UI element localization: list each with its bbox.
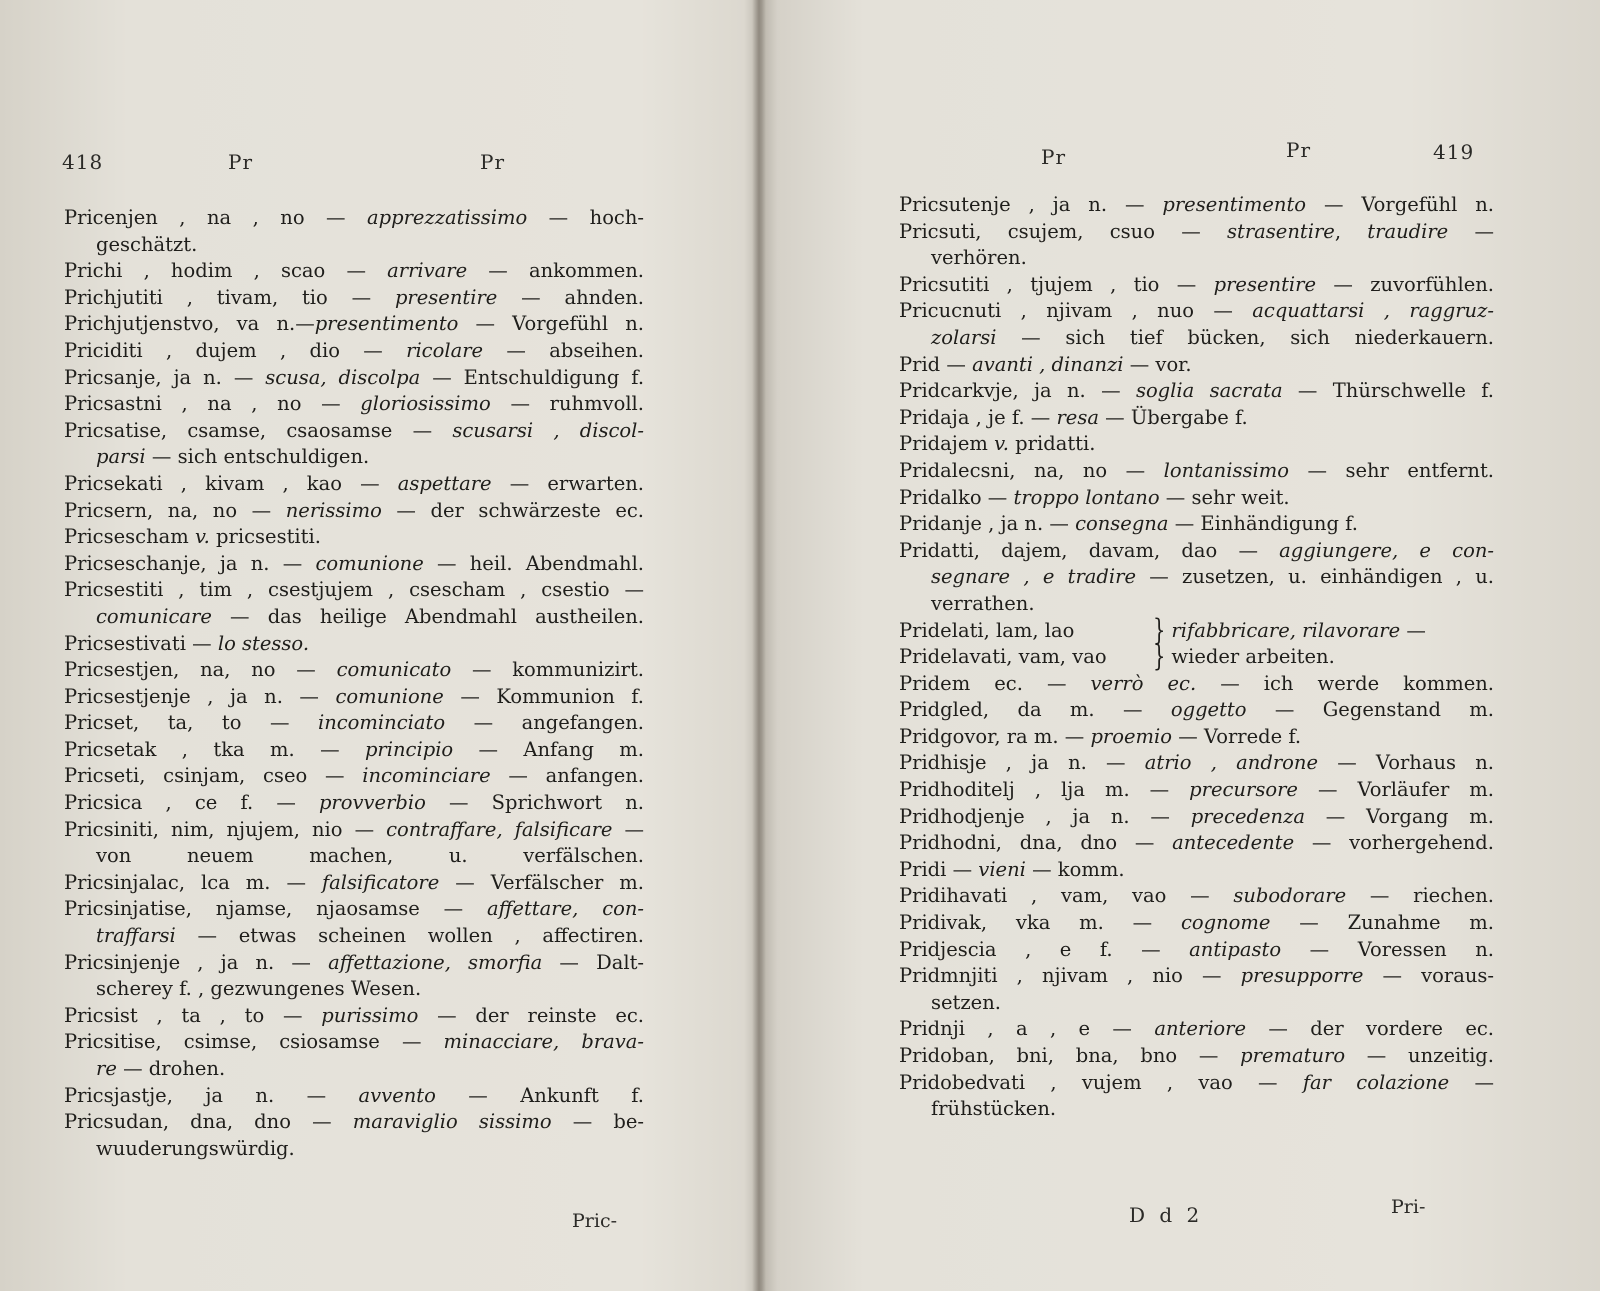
entry-text: , (1334, 219, 1368, 243)
entry-line (899, 272, 1494, 299)
entry-italic: minacciare, brava- (443, 1030, 644, 1054)
entry-line (899, 511, 1494, 538)
entry-line (899, 937, 1494, 964)
entry-text: scherey f. , gezwungenes Wesen. (96, 977, 422, 1001)
entry-line (899, 857, 1494, 884)
entry-continuation (899, 325, 1494, 352)
brace-mark: } (1153, 638, 1166, 674)
entry-line (64, 896, 644, 923)
entry-text: — erwarten. (491, 471, 645, 495)
entry-text: Pridaja , je f. — (899, 405, 1057, 429)
entry-text: Pricsestjenje , ja n. — (64, 684, 336, 708)
entry-text: verrathen. (931, 591, 1035, 615)
entry-text: Pricsanje, ja n. — (64, 365, 266, 389)
entry-italic: strasentire (1226, 219, 1335, 243)
entry-line (899, 750, 1494, 777)
entry-text: — sich tief bücken, sich niederkauern. (996, 325, 1494, 349)
entry-line (64, 551, 644, 578)
right-header-left: Pr (1041, 145, 1067, 169)
entry-line (64, 631, 644, 658)
entry-text: Pricsatise, csamse, csaosamse — (64, 418, 453, 442)
entry-italic: avanti , dinanzi (972, 352, 1124, 376)
entry-line (64, 950, 644, 977)
entry-text: Prichi , hodim , scao — (64, 259, 388, 283)
entry-line (899, 298, 1494, 325)
entry-text: — vorhergehend. (1294, 831, 1494, 855)
entry-text: — Übergabe f. (1098, 405, 1248, 429)
entry-line (64, 1109, 644, 1136)
entry-text: Priciditi , dujem , dio — (64, 338, 407, 362)
entry-continuation (64, 1136, 644, 1163)
entry-line (64, 524, 644, 551)
entry-italic: incominciato (317, 711, 446, 735)
entry-text: Pricsestivati — (64, 631, 218, 655)
entry-continuation (64, 604, 644, 631)
entry-text: — Verfälscher m. (439, 870, 644, 894)
entry-line (64, 498, 644, 525)
entry-text: Pricsutiti , tjujem , tio — (899, 272, 1214, 296)
entry-text: Pridgled, da m. — (899, 698, 1171, 722)
entry-line (64, 1003, 644, 1030)
entry-italic: falsificatore (321, 870, 440, 894)
entry-continuation (899, 990, 1494, 1017)
entry-text: — ruhmvoll. (490, 392, 644, 416)
entry-text: Pricsudan, dna, dno — (64, 1110, 353, 1134)
entry-text: — heil. Abendmahl. (423, 551, 645, 575)
entry-line (899, 671, 1494, 698)
entry-italic: far colazione (1302, 1070, 1450, 1094)
entry-italic: incominciare (362, 764, 491, 788)
entry-text: — (1449, 1070, 1494, 1094)
entry-text: Pricsuti, csujem, csuo — (899, 219, 1227, 243)
entry-line (64, 311, 644, 338)
entry-italic: presentimento (314, 312, 459, 336)
entry-text: — Thürschwelle f. (1282, 379, 1494, 403)
entry-headword: Pridelavati, vam, vao (899, 645, 1107, 669)
entry-line (899, 1043, 1494, 1070)
entry-italic: affettare, con- (486, 897, 645, 921)
entry-italic: avvento (358, 1083, 436, 1107)
right-page (761, 0, 1600, 1291)
entry-text: — der reinste ec. (418, 1003, 644, 1027)
entry-line (899, 352, 1494, 379)
entry-line (899, 638, 1494, 674)
entry-italic: presentire (1213, 272, 1317, 296)
entry-text: — Anfang m. (453, 737, 644, 761)
entry-line (64, 710, 644, 737)
entry-text: Pridoban, bni, bna, bno — (899, 1044, 1241, 1067)
entry-italic: maraviglio sissimo (352, 1110, 552, 1134)
entry-text: Pridatti, dajem, davam, dao — (899, 538, 1280, 562)
entry-line (64, 471, 644, 498)
entry-line (899, 910, 1494, 937)
entry-italic: traudire (1367, 219, 1449, 243)
entry-text: — Vorrede f. (1172, 724, 1302, 748)
right-catchword: Pri- (1391, 1196, 1426, 1218)
entry-text: — Vorgefühl n. (458, 312, 644, 336)
entry-line (899, 830, 1494, 857)
entry-text: Pricsinjatise, njamse, njaosamse — (64, 897, 487, 921)
entry-continuation (899, 591, 1494, 618)
entry-italic: provverbio (318, 791, 426, 815)
entry-line (899, 1070, 1494, 1097)
entry-text: verhören. (931, 246, 1027, 270)
entry-italic: comunicato (336, 658, 452, 682)
entry-line (64, 258, 644, 285)
entry-italic: arrivare (387, 259, 468, 283)
entry-line (899, 538, 1494, 565)
entry-line (64, 657, 644, 684)
entry-text: — das heilige Abendmahl austheilen. (211, 604, 644, 628)
entry-italic: antipasto (1189, 937, 1282, 961)
entry-italic: atrio , androne (1144, 751, 1318, 775)
entry-italic: troppo lontano (1013, 485, 1160, 509)
entry-line (64, 870, 644, 897)
entry-text: — voraus- (1363, 964, 1494, 988)
entry-text: Pridnji , a , e — (899, 1017, 1155, 1041)
entry-text: Pricsica , ce f. — (64, 791, 319, 815)
entry-italic: anteriore (1154, 1017, 1247, 1041)
entry-text: Pridi — (899, 857, 979, 881)
right-page-number: 419 (1433, 140, 1475, 164)
entry-text: Pridalecsni, na, no — (899, 458, 1164, 482)
entry-text: — sehr entfernt. (1288, 458, 1494, 482)
entry-line (899, 378, 1494, 405)
entry-italic: zolarsi (931, 325, 997, 349)
entry-continuation (899, 245, 1494, 272)
entry-italic: nerissimo (285, 498, 382, 522)
entry-text: — komm. (1025, 857, 1125, 881)
entry-italic: precedenza (1190, 804, 1305, 828)
entry-italic: proemio (1090, 724, 1173, 748)
entry-text: — Zunahme m. (1270, 911, 1494, 935)
entry-text: Pridhodni, dna, dno — (899, 831, 1173, 855)
entry-text: von neuem machen, u. verfälschen. (96, 844, 644, 868)
entry-text: — be- (551, 1110, 644, 1134)
entry-text: Pricsitise, csimse, csiosamse — (64, 1030, 444, 1054)
entry-italic: acquattarsi , raggruz- (1252, 299, 1494, 323)
entry-text: Pridalko — (899, 485, 1014, 509)
entry-italic: cognome (1180, 911, 1271, 935)
entry-italic: scusarsi , discol- (452, 418, 644, 442)
entry-text: — (1448, 219, 1494, 243)
entry-text: — Vorläufer m. (1297, 778, 1494, 802)
entry-italic: parsi (96, 445, 146, 469)
entry-italic: verrò ec. (1090, 671, 1197, 695)
entry-text: — Gegenstand m. (1246, 698, 1494, 722)
entry-line (899, 697, 1494, 724)
entry-italic: precursore (1189, 778, 1298, 802)
entry-text: — ich werde kommen. (1196, 671, 1494, 695)
entry-italic: soglia sacrata (1135, 379, 1283, 403)
entry-text: Pridhisje , ja n. — (899, 751, 1145, 775)
entry-text: Pricset, ta, to — (64, 711, 318, 735)
entry-line (64, 684, 644, 711)
entry-italic: presupporre (1240, 964, 1364, 988)
entry-text: Pricsekati , kivam , kao — (64, 471, 398, 495)
entry-line (899, 485, 1494, 512)
entry-continuation (64, 843, 644, 870)
entry-line (64, 365, 644, 392)
entry-text: — Kommunion f. (443, 684, 644, 708)
entry-text: — (1400, 618, 1426, 642)
entry-italic: contraffare, falsificare (386, 817, 613, 841)
entry-line (899, 777, 1494, 804)
entry-text: Pridobedvati , vujem , vao — (899, 1070, 1303, 1094)
entry-line (899, 963, 1494, 990)
entry-line (899, 458, 1494, 485)
entry-text: Prid — (899, 352, 973, 376)
entry-text: — Vorhaus n. (1317, 751, 1494, 775)
entry-text: Pricseschanje, ja n. — (64, 551, 316, 575)
entry-italic: purissimo (321, 1003, 419, 1027)
entry-text: frühstücken. (931, 1097, 1057, 1121)
entry-text: Pricsastni , na , no — (64, 392, 361, 416)
entry-text: Pricsern, na, no — (64, 498, 286, 522)
entry-continuation (64, 1056, 644, 1083)
entry-text: — vor. (1123, 352, 1192, 376)
entry-italic: affettazione, smorfia (328, 950, 543, 974)
entry-text: — der vordere ec. (1246, 1017, 1495, 1041)
entry-text: Pricsjastje, ja n. — (64, 1083, 359, 1107)
entry-text: — Entschuldigung f. (420, 365, 645, 389)
entry-continuation (64, 444, 644, 471)
entry-italic: aspettare (397, 471, 492, 495)
entry-text: Pridajem (899, 432, 995, 456)
entry-text: Pridihavati , vam, vao — (899, 884, 1234, 908)
entry-line (899, 724, 1494, 751)
entry-text: — anfangen. (490, 764, 644, 788)
entry-text: wieder arbeiten. (1171, 645, 1335, 669)
entry-line (899, 804, 1494, 831)
entry-italic: antecedente (1172, 831, 1295, 855)
entry-text: Pricsinjalac, lca m. — (64, 870, 322, 894)
entry-text: — drohen. (116, 1057, 226, 1080)
entry-text: — Vorgang m. (1304, 804, 1495, 828)
entry-text: — Vorgefühl n. (1306, 193, 1494, 216)
left-header-right: Pr (480, 150, 506, 174)
left-header-left: Pr (228, 150, 254, 174)
entry-italic: consegna (1075, 512, 1169, 536)
entry-text: — Voressen n. (1281, 937, 1494, 961)
entry-text: Pridcarkvje, ja n. — (899, 379, 1136, 403)
entry-line (899, 1016, 1494, 1043)
entry-text: wuuderungswürdig. (96, 1136, 295, 1160)
entry-text: Pricsescham (64, 525, 195, 549)
entry-continuation (899, 564, 1494, 591)
entry-italic: comunione (315, 551, 424, 575)
entry-italic: re (96, 1057, 117, 1080)
entry-text: Pricseti, csinjam, cseo — (64, 764, 363, 788)
entry-italic: prematuro (1240, 1044, 1346, 1067)
entry-italic: rifabbricare, rilavorare (1171, 618, 1401, 642)
entry-italic: vieni (978, 857, 1026, 881)
entry-text: — (612, 817, 644, 841)
entry-line (64, 577, 644, 604)
entry-text: — Dalt- (542, 950, 644, 974)
entry-text: geschätzt. (96, 232, 198, 256)
entry-italic: lontanissimo (1163, 458, 1289, 482)
entry-text: — angefangen. (445, 711, 644, 735)
entry-text: Pridjescia , e f. — (899, 937, 1190, 961)
signature-mark: D d 2 (1129, 1203, 1204, 1227)
entry-text: Pridivak, vka m. — (899, 911, 1181, 935)
entry-text: — ahnden. (497, 285, 644, 309)
entry-text: — etwas scheinen wollen , affectiren. (175, 924, 644, 948)
entry-text: — abseihen. (483, 338, 644, 362)
entry-line (899, 612, 1494, 647)
entry-italic: aggiungere, e con- (1279, 538, 1494, 562)
entry-italic: apprezzatissimo (367, 206, 528, 229)
entry-line (899, 405, 1494, 432)
entry-italic: presentimento (1162, 193, 1307, 216)
entry-text: pridatti. (1008, 432, 1096, 456)
entry-text: Pricenjen , na , no — (64, 206, 368, 229)
entry-text: — Sprichwort n. (425, 791, 644, 815)
entry-text: — riechen. (1346, 884, 1494, 908)
entry-text: Pridhoditelj , lja m. — (899, 778, 1190, 802)
entry-line (899, 219, 1494, 246)
entry-text: Pridgovor, ra m. — (899, 724, 1091, 748)
entry-line (64, 285, 644, 312)
entry-italic: ricolare (406, 338, 484, 362)
entry-italic: lo stesso. (217, 631, 310, 655)
entry-text: Pricsestjen, na, no — (64, 658, 337, 682)
entry-text: Pricsutenje , ja n. — (899, 193, 1163, 216)
entry-text: Pricucnuti , njivam , nuo — (899, 299, 1253, 323)
entry-text: Pricsist , ta , to — (64, 1003, 322, 1027)
entry-line (64, 338, 644, 365)
right-header-right: Pr (1286, 138, 1312, 162)
entry-italic: scusa, discolpa (265, 365, 421, 389)
entry-continuation (64, 923, 644, 950)
entry-text: pricsestiti. (209, 525, 321, 549)
entry-line (64, 790, 644, 817)
left-page (0, 0, 757, 1291)
entry-text: Pricsiniti, nim, njujem, nio — (64, 817, 387, 841)
left-catchword: Pric- (572, 1210, 618, 1232)
entry-text: — Ankunft f. (435, 1083, 644, 1107)
right-entries (899, 192, 1494, 1123)
entry-italic: resa (1056, 405, 1099, 429)
entry-italic: traffarsi (96, 924, 176, 948)
entry-italic: v. (994, 432, 1009, 456)
entry-text: Prichjutjenstvo, va n.— (64, 312, 315, 336)
entry-line (64, 1029, 644, 1056)
left-page-number: 418 (62, 150, 104, 174)
entry-line (64, 1083, 644, 1110)
entry-text: Pridem ec. — (899, 671, 1091, 695)
entry-text: Pricsetak , tka m. — (64, 737, 365, 761)
entry-line (64, 391, 644, 418)
left-entries (64, 205, 644, 1162)
entry-text: Pricsestiti , tim , csestjujem , csescham , csestio — (64, 578, 644, 602)
entry-italic: comunicare (96, 604, 212, 628)
brace-mark: } (1153, 612, 1166, 647)
entry-italic: principio (364, 737, 454, 761)
entry-line (64, 817, 644, 844)
entry-text: Pridhodjenje , ja n. — (899, 804, 1191, 828)
entry-text: — hoch- (527, 206, 644, 229)
entry-continuation (64, 232, 644, 259)
entry-line (64, 418, 644, 445)
entry-text: Prichjutiti , tivam, tio — (64, 285, 395, 309)
entry-text: Pridanje , ja n. — (899, 512, 1076, 536)
entry-text: setzen. (931, 990, 1001, 1014)
entry-continuation (64, 976, 644, 1003)
entry-italic: gloriosissimo (360, 392, 491, 416)
entry-text: — unzeitig. (1345, 1044, 1494, 1067)
entry-line (64, 205, 644, 232)
entry-line (899, 883, 1494, 910)
entry-text: Pridmnjiti , njivam , nio — (899, 964, 1241, 988)
entry-text: — sich entschuldigen. (145, 445, 370, 469)
entry-italic: comunione (335, 684, 444, 708)
entry-text: — kommunizirt. (451, 658, 645, 682)
entry-line (899, 192, 1494, 219)
entry-text: — der schwärzeste ec. (381, 498, 644, 522)
entry-headword: Pridelati, lam, lao (899, 618, 1075, 642)
entry-italic: v. (194, 525, 210, 549)
entry-continuation (899, 1096, 1494, 1123)
entry-italic: segnare , e tradire (931, 565, 1136, 589)
entry-italic: subodorare (1233, 884, 1347, 908)
entry-text: — Einhändigung f. (1168, 512, 1358, 536)
entry-text: — ankommen. (467, 259, 644, 283)
entry-line (899, 431, 1494, 458)
entry-italic: oggetto (1170, 698, 1247, 722)
entry-italic: presentire (394, 285, 498, 309)
entry-text: — zuvorfühlen. (1316, 272, 1494, 296)
entry-text: — sehr weit. (1159, 485, 1290, 509)
entry-text: — zusetzen, u. einhändigen , u. (1136, 565, 1494, 589)
entry-text: Pricsinjenje , ja n. — (64, 950, 329, 974)
entry-line (64, 737, 644, 764)
entry-line (64, 763, 644, 790)
